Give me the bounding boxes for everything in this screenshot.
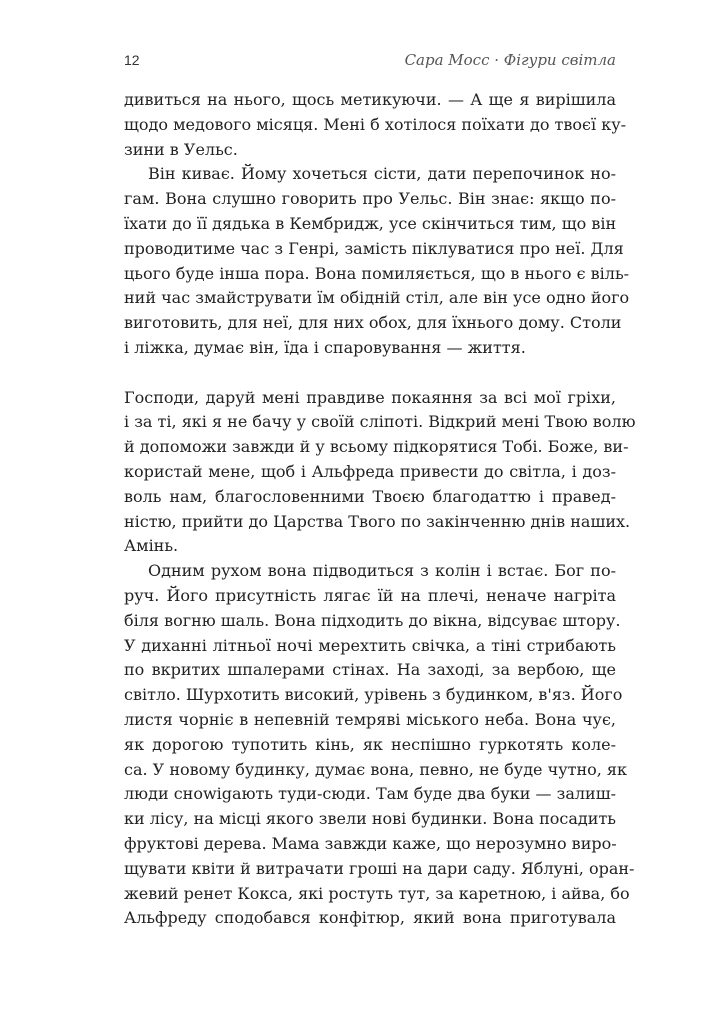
page-number: 12 xyxy=(124,52,140,68)
text-line: щувати квіти й витрачати гроші на дари саду. Яблуні, оран- xyxy=(124,858,635,878)
text-line: люди снowigають туди-сюди. Там буде два буки — залиш- xyxy=(124,784,616,804)
text-line: біля вогню шаль. Вона підходить до вікна, відсуває штору. xyxy=(124,610,621,630)
text-line: щодо медового місяця. Мені б хотілося поїхати до твоєї ку- xyxy=(124,114,627,134)
text-line: цього буде інша пора. Вона помиляється, що в нього є віль- xyxy=(124,263,630,283)
text-line: Альфреду сподобався конфітюр, який вона приготувала xyxy=(124,908,616,928)
text-line: Він киває. Йому хочеться сісти, дати перепочинок но- xyxy=(148,164,616,184)
paragraph xyxy=(124,559,635,931)
paragraph xyxy=(124,88,627,162)
text-line: і ліжка, думає він, їда і спаровування — життя. xyxy=(124,337,526,357)
text-line: й допоможи завжди й у всьому підкорятися Тобі. Боже, ви- xyxy=(124,437,629,457)
text-line: са. У новому будинку, думає вона, певно, не буде чутно, як xyxy=(124,759,628,779)
text-line: руч. Його присутність лягає їй на плечі, неначе нагріта xyxy=(124,585,616,605)
text-line: Одним рухом вона підводиться з колін і встає. Бог по- xyxy=(148,561,616,581)
text-line: як дорогою тупотить кінь, як неспішно гуркотять коле- xyxy=(124,734,616,754)
text-line: У диханні літньої ночі мерехтить свічка, а тіні стрибають xyxy=(124,635,616,655)
section-break xyxy=(124,361,616,386)
text-line: і за ті, які я не бачу у своїй сліпоті. Відкрий мені Твою волю xyxy=(124,412,636,432)
text-line: гам. Вона слушно говорить про Уельс. Він знає: якщо по- xyxy=(124,189,616,209)
running-title: Сара Мосс · Фігури світла xyxy=(404,51,616,69)
text-line: фруктові дерева. Мама завжди каже, що нерозумно виро- xyxy=(124,833,617,853)
text-line: проводитиме час з Генрі, замість піклуватися про неї. Для xyxy=(124,238,624,258)
text-line: зини в Уельс. xyxy=(124,139,238,159)
text-line: ністю, прийти до Царства Твого по закінченню днів наших. xyxy=(124,511,631,531)
text-line: ки лісу, на місці якого звели нові будинки. Вона посадить xyxy=(124,809,616,829)
text-line: їхати до її дядька в Кембридж, усе скінчиться тим, що він xyxy=(124,213,617,233)
paragraph xyxy=(124,162,630,360)
running-header xyxy=(124,50,616,70)
text-line: користай мене, щоб і Альфреда привести до світла, і доз- xyxy=(124,461,616,481)
prayer-paragraph xyxy=(124,386,636,560)
text-line: жевий ренет Кокса, які ростуть тут, за каретною, і айва, бо xyxy=(124,883,630,903)
text-line: ний час змайструвати їм обідній стіл, але він усе одно його xyxy=(124,288,630,308)
text-line: листя чорніє в непевній темряві міського неба. Вона чує, xyxy=(124,709,616,729)
text-line: виготовить, для неї, для них обох, для їхнього дому. Столи xyxy=(124,313,622,333)
text-line: воль нам, благословенними Твоєю благодаттю і правед- xyxy=(124,486,616,506)
text-line: по вкритих шпалерами стінах. На заході, за вербою, ще xyxy=(124,660,616,680)
text-line: Господи, даруй мені правдиве покаяння за всі мої гріхи, xyxy=(124,387,616,407)
text-line: світло. Шурхотить високий, урівень з будинком, в'яз. Його xyxy=(124,685,623,705)
text-line: Амінь. xyxy=(124,536,179,556)
text-line: дивиться на нього, щось метикуючи. — А ще я вирішила xyxy=(124,90,616,109)
body-text xyxy=(124,88,636,931)
